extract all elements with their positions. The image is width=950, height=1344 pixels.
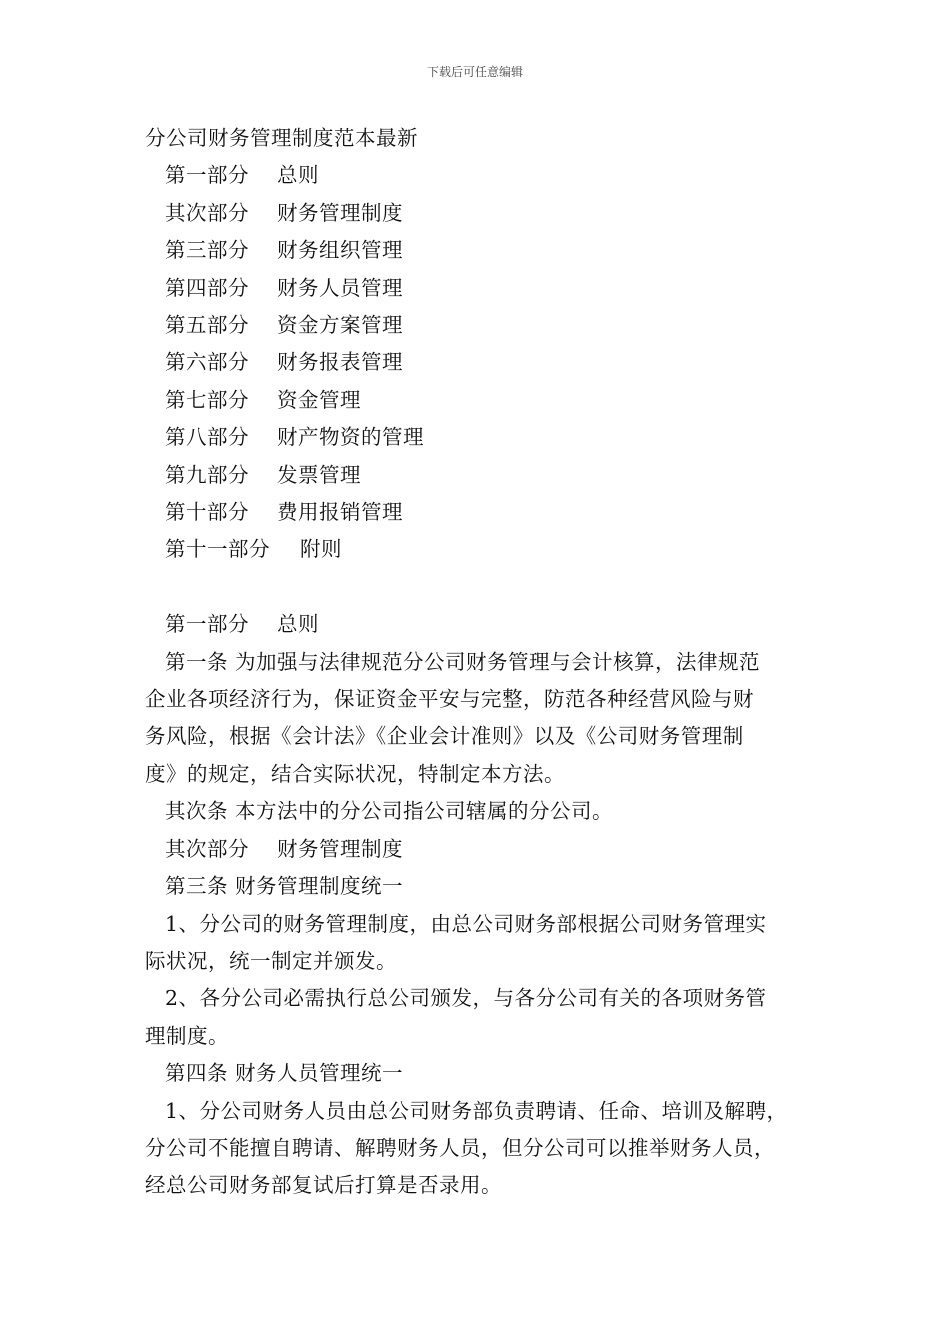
toc-item	[145, 382, 805, 419]
toc-item	[145, 157, 805, 194]
article-3-item-2-line: 理制度。	[145, 1023, 229, 1048]
article-3-item-2	[145, 980, 805, 1055]
toc-part-name: 资金方案管理	[277, 313, 403, 338]
toc-part-number: 第六部分	[165, 350, 249, 375]
article-1-line: 企业各项经济行为，保证资金平安与完整，防范各种经营风险与财	[145, 687, 754, 712]
toc-part-number: 其次部分	[165, 200, 249, 225]
toc-part-number: 第五部分	[165, 313, 249, 338]
article-4-item-1-line: 1、分公司财务人员由总公司财务部负责聘请、任命、培训及解聘，	[165, 1098, 788, 1123]
toc-part-number: 第七部分	[165, 387, 249, 412]
article-1-line: 度》的规定，结合实际状况，特制定本方法。	[145, 761, 565, 786]
toc-part-number: 第九部分	[165, 462, 249, 487]
toc-item	[145, 457, 805, 494]
article-4-item-1	[145, 1093, 805, 1205]
toc-part-name: 财务组织管理	[277, 238, 403, 263]
document-body	[145, 120, 805, 1205]
toc-part-name: 财产物资的管理	[277, 425, 424, 450]
toc-part-number: 第八部分	[165, 425, 249, 450]
article-1	[145, 644, 805, 794]
article-3-heading: 第三条 财务管理制度统一	[165, 874, 404, 899]
article-3-item-2-line: 2、各分公司必需执行总公司颁发，与各分公司有关的各项财务管	[165, 986, 767, 1011]
table-of-contents	[145, 157, 805, 568]
article-4-item-1-line: 经总公司财务部复试后打算是否录用。	[145, 1173, 502, 1198]
toc-item	[145, 307, 805, 344]
toc-part-name: 总则	[277, 163, 319, 188]
document-title: 分公司财务管理制度范本最新	[145, 126, 418, 150]
toc-part-name: 资金管理	[277, 387, 361, 412]
article-1-line: 第一条 为加强与法律规范分公司财务管理与会计核算，法律规范	[165, 649, 761, 674]
toc-item	[145, 195, 805, 232]
toc-part-number: 第十一部分	[165, 537, 270, 562]
toc-item	[145, 531, 805, 568]
article-4-heading: 第四条 财务人员管理统一	[165, 1061, 404, 1086]
section-heading-part1: 第一部分 总则	[165, 612, 320, 637]
toc-part-name: 费用报销管理	[277, 500, 403, 525]
toc-item	[145, 270, 805, 307]
toc-part-number: 第十部分	[165, 500, 249, 525]
toc-part-name: 财务管理制度	[277, 200, 403, 225]
toc-item	[145, 232, 805, 269]
toc-part-name: 财务人员管理	[277, 275, 403, 300]
toc-part-number: 第四部分	[165, 275, 249, 300]
article-3-item-1	[145, 906, 805, 981]
page-header: 下载后可任意编辑	[426, 65, 523, 79]
section-heading-part2: 其次部分 财务管理制度	[165, 836, 404, 861]
article-3-item-1-line: 际状况，统一制定并颁发。	[145, 948, 397, 973]
toc-part-number: 第三部分	[165, 238, 249, 263]
article-2: 其次条 本方法中的分公司指公司辖属的分公司。	[165, 799, 614, 824]
toc-part-name: 附则	[300, 537, 342, 562]
toc-item	[145, 494, 805, 531]
toc-item	[145, 344, 805, 381]
toc-part-number: 第一部分	[165, 163, 249, 188]
toc-item	[145, 419, 805, 456]
article-4-item-1-line: 分公司不能擅自聘请、解聘财务人员，但分公司可以推举财务人员，	[145, 1135, 775, 1160]
article-1-line: 务风险，根据《会计法》《企业会计准则》以及《公司财务管理制	[145, 724, 744, 749]
blank-line	[145, 569, 805, 606]
article-3-item-1-line: 1、分公司的财务管理制度，由总公司财务部根据公司财务管理实	[165, 911, 767, 936]
toc-part-name: 发票管理	[277, 462, 361, 487]
toc-part-name: 财务报表管理	[277, 350, 403, 375]
